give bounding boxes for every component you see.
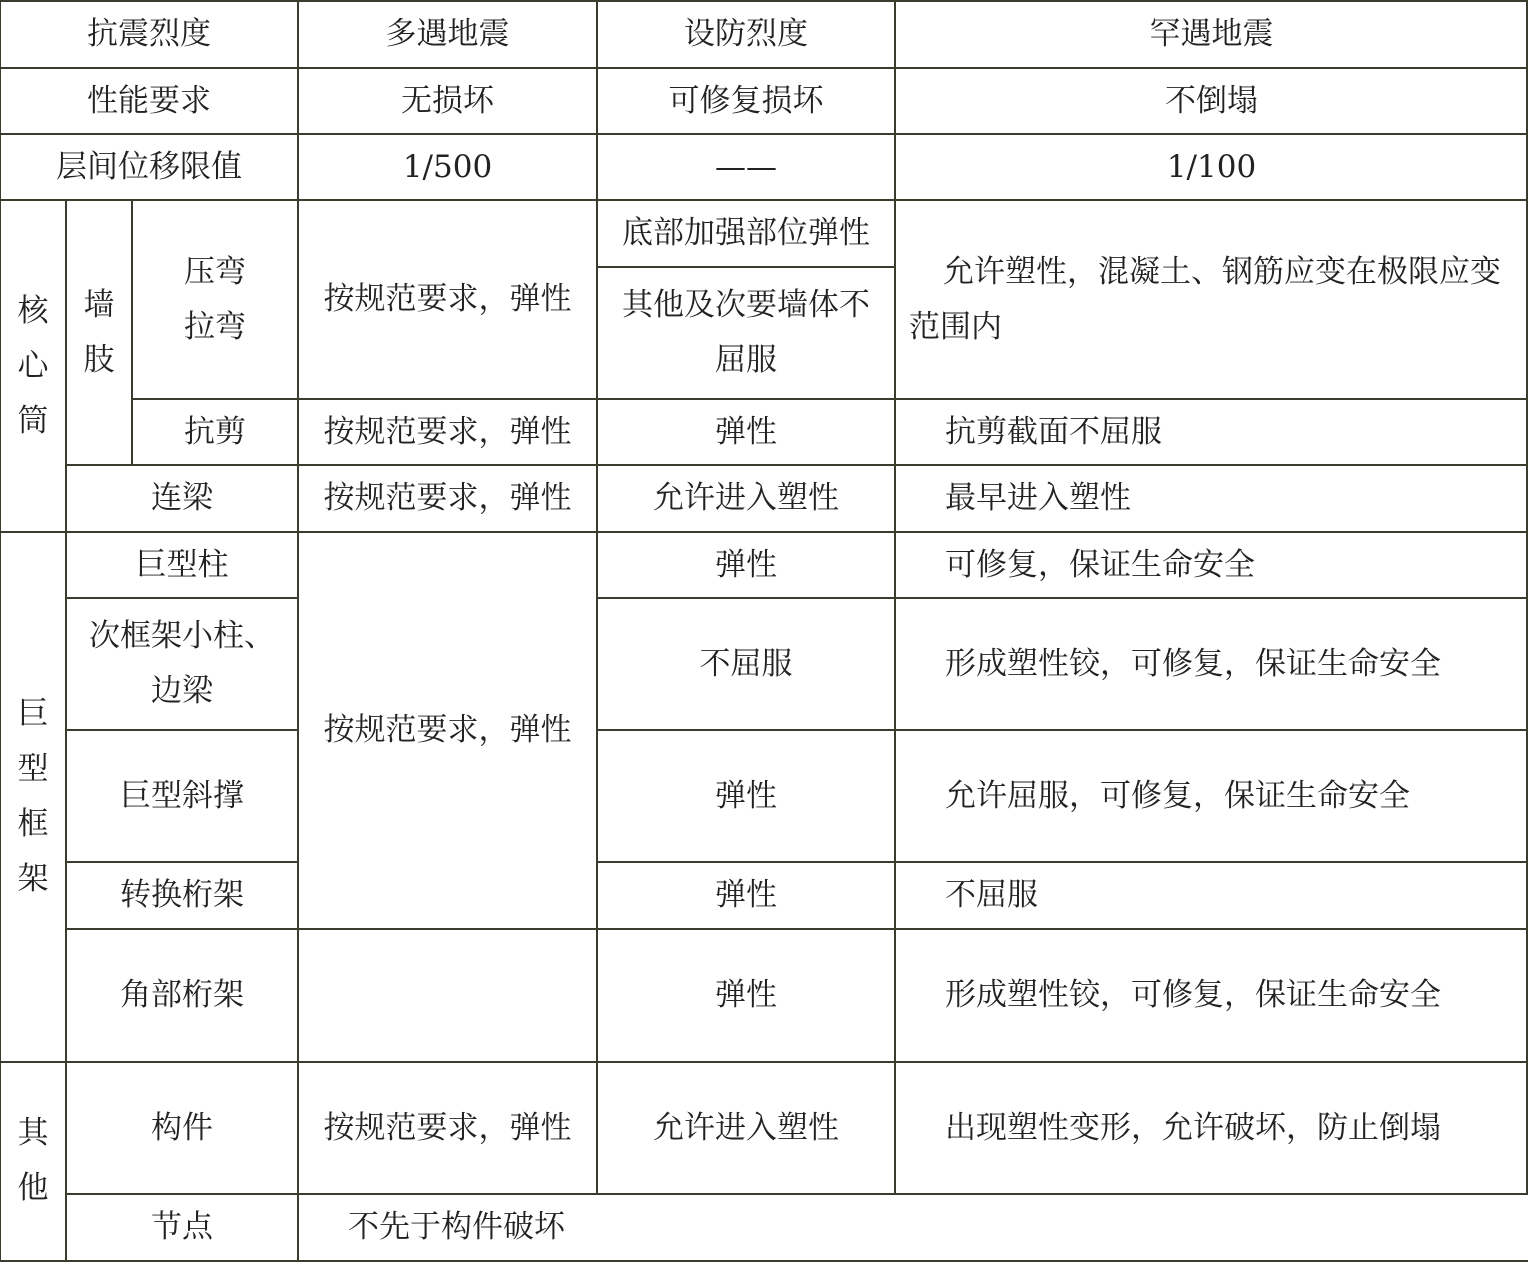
member-label: 构件 [151, 1109, 213, 1146]
wall-limb-char-2: 肢 [83, 341, 115, 378]
corner-truss-frequent-empty [298, 929, 597, 1062]
performance-rare: 不倒塌 [1165, 82, 1258, 119]
mega-frame-group-label [0, 532, 66, 1062]
coupling-beam-rare: 最早进入塑性 [945, 480, 1131, 516]
shear-rare: 抗剪截面不屈服 [945, 413, 1162, 450]
member-fortification: 允许进入塑性 [653, 1109, 839, 1146]
compression-bending-frequent: 按规范要求，弹性 [323, 281, 572, 317]
performance-label: 性能要求 [87, 82, 211, 119]
coupling-beam-fortification: 允许进入塑性 [653, 480, 839, 516]
other-char-2: 他 [17, 1170, 49, 1206]
drift-fortification: —— [715, 148, 777, 185]
mega-column-fortification: 弹性 [715, 546, 777, 583]
corner-truss-fortification: 弹性 [715, 977, 777, 1013]
mega-frame-char-1: 巨 [17, 696, 49, 732]
mega-column-rare: 可修复，保证生命安全 [945, 546, 1255, 583]
core-tube-char-3: 筒 [17, 402, 49, 439]
header-frequent-earthquake: 多遇地震 [385, 15, 510, 52]
compression-bending-rare [895, 200, 1528, 399]
drift-label: 层间位移限值 [56, 148, 242, 185]
mega-frame-char-4: 架 [17, 861, 49, 897]
performance-fortification: 可修复损坏 [668, 82, 824, 119]
core-tube-group-label [0, 200, 66, 532]
joint-value: 不先于构件破坏 [348, 1208, 565, 1245]
other-group-label [0, 1062, 66, 1260]
member-frequent: 按规范要求，弹性 [323, 1109, 572, 1146]
compression-bending-fortification-other [597, 267, 895, 399]
wall-limb-label [66, 200, 132, 465]
transfer-truss-label: 转换桁架 [120, 877, 244, 913]
compression-bending-rare-text: 允许塑性，混凝土、钢筋应变在极限应变范围内 [909, 253, 1501, 345]
header-intensity: 抗震烈度 [87, 15, 211, 52]
shear-fortification: 弹性 [715, 413, 777, 450]
compression-bending-label [132, 200, 298, 399]
member-rare: 出现塑性变形，允许破坏，防止倒塌 [945, 1109, 1441, 1146]
shear-frequent: 按规范要求，弹性 [323, 413, 572, 450]
transfer-truss-fortification: 弹性 [715, 877, 777, 913]
transfer-truss-rare: 不屈服 [945, 877, 1038, 913]
mega-brace-rare: 允许屈服，可修复，保证生命安全 [945, 777, 1410, 814]
compression-bending-line-1: 压弯 [184, 253, 246, 290]
core-tube-char-1: 核 [17, 292, 49, 329]
performance-frequent: 无损坏 [401, 82, 494, 119]
wall-limb-char-1: 墙 [83, 286, 115, 323]
header-rare-earthquake: 罕遇地震 [1149, 15, 1274, 52]
mega-column-label: 巨型柱 [135, 546, 229, 583]
compression-bending-line-2: 拉弯 [184, 308, 246, 345]
mega-frame-char-3: 框 [17, 806, 49, 842]
mega-brace-label: 巨型斜撑 [120, 777, 244, 814]
corner-truss-rare: 形成塑性铰，可修复，保证生命安全 [945, 977, 1441, 1013]
secondary-frame-fortification: 不屈服 [699, 645, 793, 682]
drift-rare: 1/100 [1166, 148, 1257, 185]
secondary-frame-label [66, 598, 298, 730]
coupling-beam-label: 连梁 [151, 480, 213, 516]
mega-brace-fortification: 弹性 [715, 777, 777, 814]
drift-frequent: 1/500 [402, 148, 493, 185]
shear-label: 抗剪 [184, 413, 246, 450]
header-fortification-intensity: 设防烈度 [684, 15, 808, 52]
compression-bending-fortification-other-text: 其他及次要墙体不屈服 [622, 287, 870, 378]
joint-label: 节点 [151, 1208, 213, 1245]
other-char-1: 其 [17, 1115, 49, 1151]
secondary-frame-label-text: 次框架小柱、边梁 [89, 618, 275, 709]
mega-frame-char-2: 型 [17, 751, 49, 787]
mega-frame-frequent: 按规范要求，弹性 [323, 712, 572, 748]
secondary-frame-rare: 形成塑性铰，可修复，保证生命安全 [945, 645, 1441, 682]
compression-bending-fortification-base: 底部加强部位弹性 [622, 215, 870, 251]
coupling-beam-frequent: 按规范要求，弹性 [323, 480, 572, 516]
core-tube-char-2: 心 [17, 347, 49, 384]
corner-truss-label: 角部桁架 [120, 977, 244, 1013]
